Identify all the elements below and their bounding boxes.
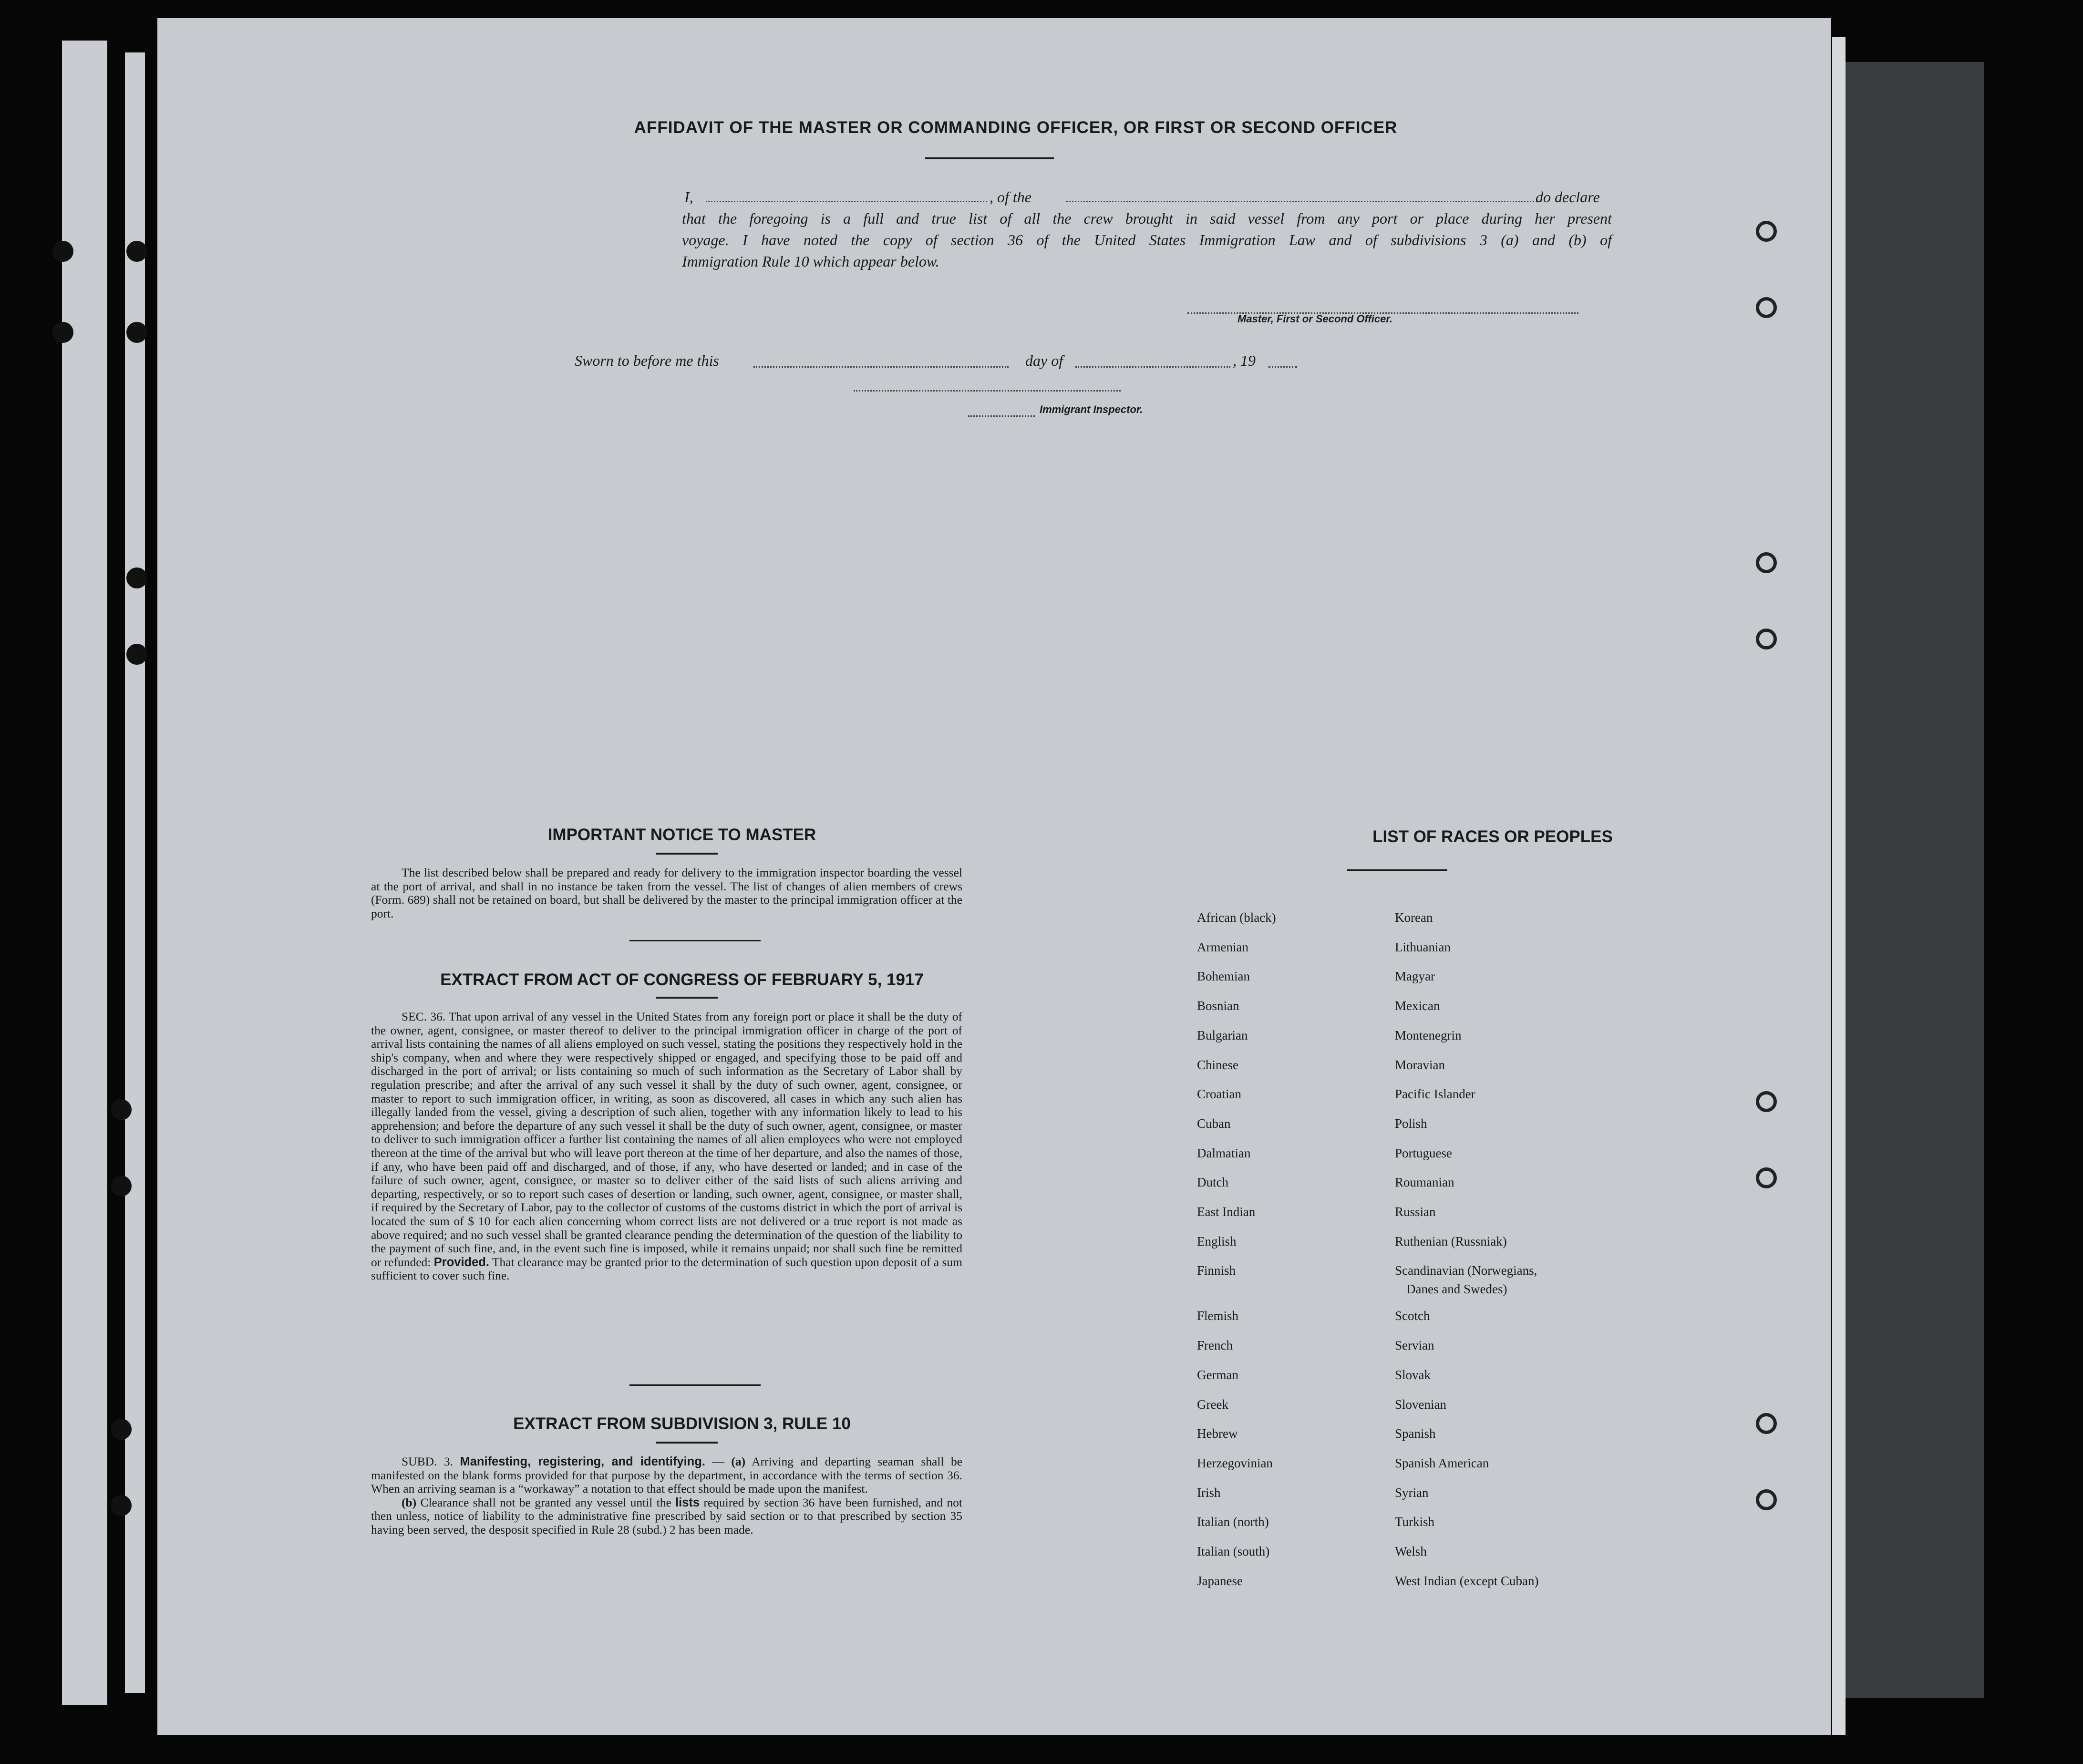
race-item: Scotch	[1395, 1309, 1430, 1323]
binder-hole	[111, 1495, 132, 1516]
affidavit-title: AFFIDAVIT OF THE MASTER OR COMMANDING OFFICER, OR FIRST OR SECOND OFFICER	[634, 118, 1398, 137]
act-title: EXTRACT FROM ACT OF CONGRESS OF FEBRUARY 5, 1917	[440, 970, 924, 989]
b-text-1: Clearance shall not be granted any vessel until the	[420, 1495, 671, 1509]
race-item: Ruthenian (Russniak)	[1395, 1234, 1507, 1248]
race-item: Dutch	[1197, 1175, 1228, 1190]
underlying-page	[1841, 62, 1984, 1698]
notice-paragraph: The list described below shall be prepared and ready for delivery to the immigration inspector boarding the vessel at the port of arrival, and shall in no instance be taken from the vessel. The list of changes of alien members of crews (Form. 689) shall not be retained on board, but shall be delivered by the master to the principal immigration officer at the port.	[371, 866, 962, 920]
binder-hole	[52, 241, 73, 262]
race-item: Chinese	[1197, 1057, 1238, 1072]
rule-title-rule	[656, 1442, 718, 1444]
race-item: Turkish	[1395, 1515, 1435, 1529]
b-text-2: required by section 36 have been furnished, and not then unless, notice of liability to the administrative fine prescribed by said section or to that prescribed by section 35 having been served, the desposit specified in Rule 28 (subd.) 2 has been made.	[371, 1495, 963, 1537]
race-item: Spanish	[1395, 1426, 1436, 1441]
provided-label: Provided.	[433, 1255, 489, 1269]
title-rule	[925, 157, 1054, 159]
race-item: Greek	[1197, 1397, 1228, 1412]
race-item: Portuguese	[1395, 1145, 1452, 1160]
a-text: Arriving and departing seaman shall be manifested on the blank forms provided for that purpose by the department, in accordance with the terms of section 36. When an arriving seaman is a “workaway” a notation to that effect should be made upon the manifest.	[371, 1455, 963, 1496]
race-item: Italian (south)	[1197, 1544, 1270, 1558]
race-item: Spanish American	[1395, 1455, 1489, 1470]
race-item: Irish	[1197, 1485, 1221, 1500]
year-blank	[1268, 366, 1297, 368]
race-item: Moravian	[1395, 1057, 1445, 1072]
punch-hole	[1756, 297, 1777, 318]
race-item: East Indian	[1197, 1205, 1256, 1219]
race-item: Slovenian	[1395, 1397, 1446, 1412]
notice-title-rule	[656, 853, 718, 855]
race-item: German	[1197, 1367, 1238, 1382]
vessel-name-blank	[1066, 201, 1538, 202]
punch-hole	[1756, 552, 1777, 573]
race-item: Herzegovinian	[1197, 1455, 1273, 1470]
race-item: Italian (north)	[1197, 1515, 1269, 1529]
line1-declare: do declare	[1536, 188, 1600, 206]
race-item: Hebrew	[1197, 1426, 1238, 1441]
race-item: Bosnian	[1197, 999, 1239, 1013]
race-item: African (black)	[1197, 910, 1276, 925]
a-label: (a)	[731, 1455, 746, 1468]
punch-hole	[1756, 1091, 1777, 1112]
race-item: West Indian (except Cuban)	[1395, 1573, 1539, 1588]
race-item: Scandinavian (Norwegians,	[1395, 1263, 1537, 1278]
year-label: , 19	[1233, 352, 1256, 369]
punch-hole	[1756, 1413, 1777, 1434]
race-item: Japanese	[1197, 1573, 1243, 1588]
binder-hole	[111, 1176, 132, 1197]
subd-label: SUBD. 3.	[402, 1455, 453, 1468]
notice-title: IMPORTANT NOTICE TO MASTER	[547, 825, 816, 844]
race-item: Polish	[1395, 1116, 1427, 1131]
affidavit-line3: voyage. I have noted the copy of section 36 of the United States Immigration Law and of subdivisions 3 (a) and (b) of	[682, 231, 1612, 248]
inspector-signature-line	[854, 390, 1121, 392]
binder-hole	[126, 567, 147, 588]
page-edge-right	[1832, 37, 1846, 1735]
races-title: LIST OF RACES OR PEOPLES	[1372, 827, 1613, 846]
race-item: Montenegrin	[1395, 1028, 1462, 1042]
binder-strip-left	[62, 41, 107, 1705]
race-item: Lithuanian	[1395, 939, 1451, 954]
race-item: Croatian	[1197, 1087, 1241, 1102]
inspector-name-blank	[968, 415, 1035, 417]
race-item: Syrian	[1395, 1485, 1429, 1500]
binder-hole	[111, 1419, 132, 1440]
race-item: Danes and Swedes)	[1406, 1282, 1507, 1297]
line1-of-the: , of the	[990, 188, 1031, 206]
vessel-officer-blank	[706, 201, 987, 202]
inspector-label: Immigrant Inspector.	[1040, 403, 1143, 415]
race-item: French	[1197, 1338, 1233, 1353]
race-item: Bulgarian	[1197, 1028, 1248, 1042]
affidavit-line4: Immigration Rule 10 which appear below.	[682, 253, 939, 270]
race-item: Armenian	[1197, 939, 1248, 954]
race-item: Korean	[1395, 910, 1433, 925]
race-item: Russian	[1395, 1205, 1436, 1219]
b-label: (b)	[402, 1495, 417, 1509]
act-body	[371, 1010, 962, 1283]
race-item: Welsh	[1395, 1544, 1427, 1558]
race-item: Flemish	[1197, 1309, 1239, 1323]
race-item: Servian	[1395, 1338, 1434, 1353]
month-blank	[1075, 366, 1230, 368]
race-item: Mexican	[1395, 999, 1440, 1013]
section-divider	[629, 940, 761, 941]
races-title-rule	[1347, 869, 1447, 871]
section-36-paragraph	[371, 1010, 962, 1283]
race-item: Pacific Islander	[1395, 1087, 1475, 1102]
rule-paragraph-a: SUBD. 3. Manifesting, registering, and identifying. — (a) Arriving and departing seaman shall be manifested on the blank forms provided for that purpose by the department, in accordance with the terms of section 36. When an arriving seaman is a “workaway” a notation to that effect should be made upon the manifest.	[371, 1455, 963, 1496]
section-36-text: SEC. 36. That upon arrival of any vessel in the United States from any foreign port or place it shall be the duty of the owner, agent, consignee, or master thereof to deliver to the principal immigration officer in charge of the port of arrival lists containing the names of all aliens employed on such vessel, stating the positions they respectively hold in the ship's company, when and where they were respectively shipped or engaged, and specifying those to be paid off and discharged in the port of arrival; or lists containing so much of such information as the Secretary of Labor shall by regulation prescribe; and after the arrival of any such vessel it shall by the duty of such owner, agent, consignee, or master to report to such immigration officer, in writing, as soon as discovered, all cases in which any such alien has illegally landed from the vessel, giving a description of such alien, together with any information likely to lead to his apprehension; and before the departure of any such vessel it shall be the duty of such owner, agent, consignee, or master to deliver to such immigration officer a further list containing the names of all alien employees who were not employed thereon at the time of the arrival but who will leave port thereon at the time of her departure, and also the names of those, if any, who have been paid off and discharged, and of those, if any, who have deserted or landed; and in case of the failure of such owner, agent, consignee, or master so to deliver either of the said lists of such aliens arriving and departing, respectively, or so to report such cases of desertion or landing, such owner, agent, consignee, or master shall, if required by the Secretary of Labor, pay to the collector of customs of the customs district in which the port of arrival is located the sum of $ 10 for each alien concerning whom correct lists are not delivered or a true report is not made as above required; and no such vessel shall be granted clearance pending the determination of the question of the liability to the payment of such fine, and, in the event such fine is imposed, while it remains unpaid; nor shall such fine be remitted or refunded:	[371, 1010, 962, 1269]
rule-body	[371, 1455, 962, 1537]
day-of-label: day of	[1025, 352, 1063, 369]
signature-label: Master, First or Second Officer.	[1237, 313, 1392, 325]
punch-hole	[1756, 629, 1777, 650]
binder-hole	[126, 644, 147, 665]
binder-hole	[126, 322, 147, 343]
punch-hole	[1756, 1167, 1777, 1188]
binder-hole	[126, 241, 147, 262]
race-item: English	[1197, 1234, 1237, 1248]
notice-body	[371, 866, 962, 920]
section-divider	[629, 1384, 761, 1386]
line1-i: I,	[684, 188, 693, 206]
rule-title: EXTRACT FROM SUBDIVISION 3, RULE 10	[513, 1414, 851, 1433]
punch-hole	[1756, 221, 1777, 242]
sworn-day-blank	[753, 366, 1009, 368]
binder-hole	[52, 322, 73, 343]
affidavit-line2: that the foregoing is a full and true list of all the crew brought in said vessel from any port or place during her present	[682, 210, 1612, 227]
race-item: Roumanian	[1395, 1175, 1454, 1190]
race-item: Dalmatian	[1197, 1145, 1251, 1160]
punch-hole	[1756, 1489, 1777, 1510]
race-item: Bohemian	[1197, 969, 1250, 984]
race-item: Finnish	[1197, 1263, 1236, 1278]
binder-hole	[111, 1099, 132, 1120]
sworn-label: Sworn to before me this	[575, 352, 719, 369]
race-item: Magyar	[1395, 969, 1435, 984]
act-title-rule	[656, 997, 718, 999]
subd-heading: Manifesting, registering, and identifying.	[460, 1455, 705, 1468]
race-item: Slovak	[1395, 1367, 1431, 1382]
binder-strip-inner	[125, 52, 145, 1693]
race-item: Cuban	[1197, 1116, 1231, 1131]
section-36-end: That clearance may be granted prior to the determination of such question upon deposit of a sum sufficient to cover such fine.	[371, 1255, 963, 1283]
rule-paragraph-b	[371, 1496, 962, 1537]
lists-bold: lists	[675, 1496, 700, 1509]
manifest-page	[157, 18, 1831, 1735]
